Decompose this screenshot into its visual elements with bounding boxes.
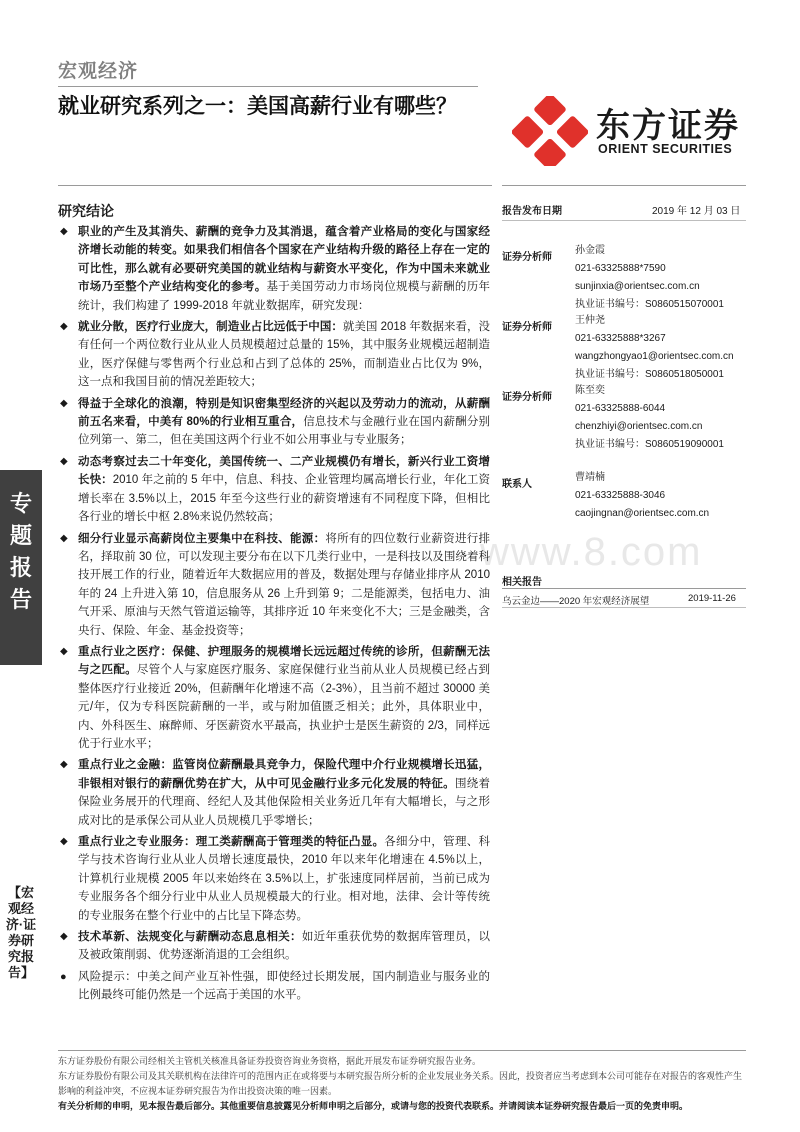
bullet-text: 如近年重获优势的数据库管理员，以及被政策削弱、优势逐渐消退的工会组织。 — [78, 931, 491, 962]
contact-email: caojingnan@orientsec.com.cn — [575, 508, 710, 519]
analyst-name: 王仲尧 — [575, 315, 605, 326]
analyst-cert: 执业证书编号：S0860519090001 — [575, 439, 724, 450]
analyst-name: 孙金霞 — [575, 245, 605, 256]
header-divider — [58, 86, 478, 87]
contact-block — [575, 469, 709, 523]
risk-warning — [58, 968, 490, 1005]
related-heading: 相关报告 — [502, 577, 542, 588]
analyst-block — [575, 382, 724, 454]
footer-line: 东方证券股份有限公司及其关联机构在法律许可的范围内正在或将要与本研究报告所分析的企业发展业务关系。因此，投资者应当考虑到本公司可能存在对报告的客观性产生影响的利益冲突，不应视本证券研究报告为作出投资决策的唯一因素。 — [58, 1071, 743, 1096]
watermark: www.8.com — [480, 530, 703, 574]
bullet-text: 2010 年之前的 5 年中，信息、科技、企业管理均属高增长行业，年化工资增长率在 3.5%以上，2015 年至今这些行业的薪资增速有不同程度下降，但相比各行业的增长中枢 2.8%来说仍然较高； — [78, 474, 491, 524]
bullet-icon: ◆ — [60, 455, 68, 467]
footer-line: 东方证券股份有限公司经相关主管机关核准具备证券投资咨询业务资格，据此开展发布证券研究报告业务。 — [58, 1056, 482, 1066]
analyst-label: 证券分析师 — [502, 252, 552, 263]
contact-name: 曹靖楠 — [575, 472, 605, 483]
conclusions-list — [58, 223, 490, 1008]
footer-divider — [58, 1050, 746, 1051]
list-item — [58, 643, 490, 753]
side-tab-char: 报 — [9, 555, 32, 580]
report-category: 宏观经济 — [58, 61, 139, 82]
logo-name-en: ORIENT SECURITIES — [598, 142, 733, 156]
bullet-bold: 职业的产生及其消失、薪酬的竞争力及其消退，蕴含着产业格局的变化与国家经济增长动能的转变。如果我们相信各个国家在产业结构升级的路径上存在一定的可比性，那么就有必要研究美国的就业结构与薪资水平变化，作为中国未来就业市场乃至整个产业结构变化的参考。 — [78, 226, 490, 294]
analyst-name: 陈至奕 — [575, 385, 605, 396]
logo-name-cn: 东方证券 — [596, 107, 740, 145]
related-report-date: 2019-11-26 — [688, 593, 736, 604]
analyst-email: sunjinxia@orientsec.com.cn — [575, 281, 700, 292]
bullet-icon: ◆ — [60, 532, 68, 544]
list-item — [58, 530, 490, 640]
list-item — [58, 453, 490, 527]
contact-label: 联系人 — [502, 479, 532, 490]
analyst-phone: 021-63325888-6044 — [575, 403, 666, 414]
analyst-cert: 执业证书编号：S0860515070001 — [575, 299, 724, 310]
bullet-icon: ◆ — [60, 321, 68, 333]
report-title: 就业研究系列之一：美国高薪行业有哪些？ — [58, 95, 457, 118]
bullet-text: 就美国 2018 年数据来看，没有任何一个两位数行业从业人员规模超过总量的 15%，其中服务业规模远超制造业，医疗保健与零售两个行业总和占到了总体的 25%，而制造业占比仅为 9%，这一点和我国目前的情况差距较大； — [78, 321, 490, 389]
related-report-link[interactable]: 乌云金边——2020 年宏观经济展望 — [502, 596, 650, 607]
bullet-bold: 重点行业之医疗：保健、护理服务的规模增长远远超过传统的诊所，但薪酬无法与之匹配。 — [78, 645, 490, 677]
section-heading: 研究结论 — [58, 203, 114, 219]
list-item — [58, 395, 490, 450]
logo-mark-icon — [512, 96, 588, 166]
bullet-text: 将所有的四位数行业薪资进行排名，择取前 30 位，可以发现主要分布在以下几类行业中，一是科技以及围绕着科技开展工作的行业，随着近年大数据应用的普及，数据处理与存储业排序从 2010 年的 24 上升进入第 10，信息服务从 26 上升到第 9；二是能源类，包括电力、油气开采、原油与天然气管道运输等，其排序近 10 年来变化不大；三是金融类，含央行、保险、年金、基金投资等； — [78, 532, 491, 637]
company-logo — [512, 96, 752, 166]
bullet-bold: 重点行业之专业服务：理工类薪酬高于管理类的特征凸显。 — [78, 836, 385, 848]
analyst-block — [575, 242, 724, 314]
bullet-icon: ◆ — [60, 397, 68, 409]
analyst-phone: 021-63325888*3267 — [575, 333, 666, 344]
bullet-icon: ◆ — [60, 645, 68, 657]
bullet-icon: ◆ — [60, 759, 68, 771]
footer-disclaimer — [58, 1054, 748, 1114]
side-tab-text — [0, 488, 42, 616]
risk-text: 风险提示：中美之间产业互补性强，即使经过长期发展，国内制造业与服务业的比例最终可能仍然是一个远高于美国的水平。 — [78, 970, 490, 1002]
bullet-bold: 就业分散，医疗行业庞大，制造业占比远低于中国： — [78, 321, 343, 334]
bullet-bold: 细分行业显示高薪岗位主要集中在科技、能源： — [78, 532, 326, 545]
related-divider — [502, 588, 746, 589]
analyst-phone: 021-63325888*7590 — [575, 263, 666, 274]
bullet-text: 围绕着保险业务展开的代理商、经纪人及其他保险相关业务近几年有大幅增长，与之形成对比的是承保公司从业人员规模几乎零增长； — [78, 777, 490, 827]
analyst-block — [575, 312, 734, 384]
analyst-email: wangzhongyao1@orientsec.com.cn — [575, 351, 734, 362]
date-value: 2019 年 12 月 03 日 — [652, 206, 741, 217]
list-item — [58, 756, 490, 830]
bullet-text: 各细分中，管理、科学与技术咨询行业从业人员增长速度最快，2010 年以来年化增速在 4.5%以上，计算机行业规模 2005 年以来始终在 3.5%以上，扩张速度同样居前，当前已成为专业服务各个细分行业中从业人员规模最大的行业。相对地，法律、会计等传统的专业服务在整个行业中的占比呈下降态势。 — [78, 836, 491, 922]
analyst-cert: 执业证书编号：S0860518050001 — [575, 369, 724, 380]
bullet-text: 信息技术与金融行业在国内薪酬分别位列第一、第二，但在美国这两个行业不如公用事业与专业服务； — [78, 416, 491, 447]
footer-line-bold: 有关分析师的申明，见本报告最后部分。其他重要信息披露见分析师申明之后部分，或请与您的投资代表联系。并请阅读本证券研究报告最后一页的免责申明。 — [58, 1101, 689, 1111]
related-bottom-divider — [502, 607, 746, 608]
bullet-bold: 技术革新、法规变化与薪酬动态息息相关： — [78, 931, 302, 944]
side-label: 【宏观经济·证券研究报告】 — [5, 885, 37, 980]
side-tab-char: 告 — [9, 587, 32, 612]
bullet-text: 基于美国劳动力市场岗位规模与薪酬的历年统计，我们构建了 1999-2018 年就业数据库，研究发现： — [78, 281, 490, 312]
list-item — [58, 318, 490, 392]
bullet-icon: ◆ — [60, 931, 68, 943]
bullet-bold: 重点行业之金融：监管岗位薪酬最具竞争力，保险代理中介行业规模增长迅猛，非银相对银行的薪酬优势在扩大，从中可见金融行业多元化发展的特征。 — [78, 759, 490, 790]
contact-phone: 021-63325888-3046 — [575, 490, 666, 501]
bullet-icon: ◆ — [60, 226, 68, 237]
hollow-bullet-icon: ● — [60, 970, 67, 983]
content-divider — [58, 185, 492, 186]
side-tab-char: 专 — [9, 491, 32, 516]
date-label: 报告发布日期 — [502, 206, 562, 217]
sidebar-divider — [502, 185, 746, 186]
bullet-text: 尽管个人与家庭医疗服务、家庭保健行业当前从业人员规模已经占到整体医疗行业接近 20%，但薪酬年化增速不高（2-3%），且当前不超过 30000 美元/年，仅为专科医院薪酬的一半，或与附加值匮乏相关；此外，具体职业中，内、外科医生、麻醉师、牙医薪资水平最高，执业护士是医生薪资的 2/3，同样远优于行业水平； — [78, 664, 491, 750]
list-item — [58, 833, 490, 925]
bullet-bold: 得益于全球化的浪潮，特别是知识密集型经济的兴起以及劳动力的流动，从薪酬前五名来看，中美有 80%的行业相互重合， — [78, 397, 490, 429]
list-item — [58, 223, 490, 315]
date-divider — [502, 220, 746, 221]
analyst-label: 证券分析师 — [502, 392, 552, 403]
bullet-icon: ◆ — [60, 836, 68, 847]
analyst-email: chenzhiyi@orientsec.com.cn — [575, 421, 703, 432]
bullet-bold: 动态考察过去二十年变化，美国传统一、二产业规模仍有增长，新兴行业工资增长快： — [78, 455, 490, 487]
side-tab-char: 题 — [9, 523, 32, 548]
side-tab — [0, 470, 42, 665]
analyst-label: 证券分析师 — [502, 322, 552, 333]
list-item — [58, 928, 490, 965]
